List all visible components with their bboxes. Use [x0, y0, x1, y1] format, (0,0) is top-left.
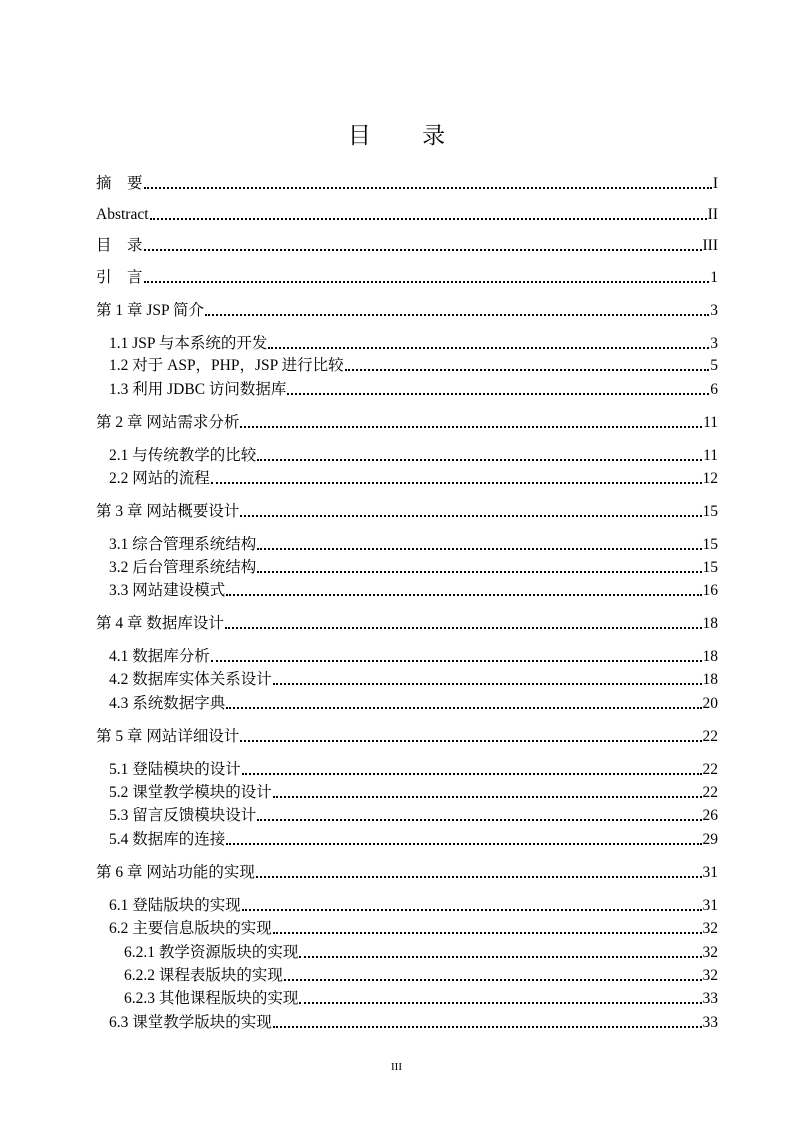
toc-entry-page: 3 [710, 302, 718, 319]
dot-leader [211, 482, 702, 484]
dot-leader [226, 843, 701, 845]
toc-entry-label: 1.2 对于 ASP，PHP，JSP 进行比较 [109, 357, 344, 374]
toc-entry-section-4-3[interactable] [109, 694, 718, 714]
toc-entry-page: 31 [702, 864, 718, 881]
dot-leader [257, 548, 701, 550]
toc-entry-chapter-5[interactable] [96, 727, 718, 747]
toc-entry-page: II [707, 206, 718, 223]
toc-entry-label: 目 录 [96, 237, 143, 254]
dot-leader [242, 773, 702, 775]
toc-entry-abstract-en[interactable] [96, 205, 718, 225]
toc-entry-page: I [712, 175, 718, 192]
toc-entry-page: 22 [702, 784, 718, 801]
toc-entry-page: 1 [710, 269, 718, 286]
dot-leader [284, 979, 702, 981]
toc-entry-subsection-6-2-1[interactable] [124, 943, 718, 963]
toc-entry-label: 2.1 与传统教学的比较 [109, 447, 257, 464]
dot-leader [273, 932, 702, 934]
dot-leader [144, 249, 702, 251]
toc-entry-label: 第 2 章 网站需求分析 [96, 414, 240, 431]
toc-entry-page: 5 [710, 357, 718, 374]
toc-entry-label: 6.2.3 其他课程版块的实现 [124, 990, 299, 1007]
dot-leader [150, 218, 707, 220]
toc-entry-section-5-3[interactable] [109, 806, 718, 826]
toc-entry-section-6-3[interactable] [109, 1013, 718, 1033]
toc-entry-label: 第 6 章 网站功能的实现 [96, 864, 255, 881]
toc-entry-label: 5.2 课堂教学模块的设计 [109, 784, 272, 801]
dot-leader [268, 347, 709, 349]
toc-entry-page: 16 [702, 582, 718, 599]
toc-entry-page: 6 [710, 381, 718, 398]
page-title: 目 录 [347, 123, 468, 149]
toc-entry-subsection-6-2-3[interactable] [124, 989, 718, 1009]
toc-entry-subsection-6-2-2[interactable] [124, 966, 718, 986]
toc-entry-page: 32 [702, 920, 718, 937]
toc-entry-page: 33 [702, 990, 718, 1007]
toc-entry-section-4-2[interactable] [109, 670, 718, 690]
dot-leader [299, 956, 701, 958]
toc-entry-section-3-1[interactable] [109, 535, 718, 555]
toc-entry-page: 18 [702, 671, 718, 688]
page-number-footer: III [391, 1061, 402, 1073]
toc-entry-label: 4.2 数据库实体关系设计 [109, 671, 272, 688]
toc-entry-page: 15 [702, 503, 718, 520]
dot-leader [257, 571, 701, 573]
toc-entry-page: 15 [702, 536, 718, 553]
dot-leader [144, 187, 712, 189]
toc-entry-section-2-1[interactable] [109, 446, 718, 466]
dot-leader [240, 515, 701, 517]
toc-entry-chapter-6[interactable] [96, 863, 718, 883]
dot-leader [144, 281, 710, 283]
dot-leader [226, 594, 701, 596]
toc-entry-page: 20 [702, 695, 718, 712]
toc-entry-chapter-1[interactable] [96, 301, 718, 321]
dot-leader [287, 393, 709, 395]
toc-entry-contents[interactable] [96, 236, 718, 256]
dot-leader [240, 740, 701, 742]
toc-entry-abstract-cn[interactable] [96, 174, 718, 194]
toc-entry-page: 3 [710, 335, 718, 352]
toc-entry-page: 12 [702, 470, 718, 487]
toc-entry-intro[interactable] [96, 268, 718, 288]
dot-leader [226, 707, 701, 709]
toc-entry-label: 6.2 主要信息版块的实现 [109, 920, 272, 937]
toc-entry-page: 15 [702, 559, 718, 576]
toc-entry-section-5-1[interactable] [109, 760, 718, 780]
toc-entry-page: 18 [702, 615, 718, 632]
toc-entry-page: 32 [702, 967, 718, 984]
toc-entry-page: 32 [702, 944, 718, 961]
toc-entry-section-4-1[interactable] [109, 647, 718, 667]
toc-entry-section-6-1[interactable] [109, 896, 718, 916]
toc-entry-page: 11 [703, 447, 718, 464]
toc-entry-label: 1.1 JSP 与本系统的开发 [109, 335, 268, 352]
toc-entry-chapter-4[interactable] [96, 614, 718, 634]
dot-leader [273, 683, 702, 685]
toc-entry-label: 第 5 章 网站详细设计 [96, 728, 240, 745]
toc-entry-section-3-3[interactable] [109, 581, 718, 601]
toc-entry-page: 18 [702, 648, 718, 665]
toc-entry-label: 3.2 后台管理系统结构 [109, 559, 257, 576]
toc-entry-chapter-3[interactable] [96, 502, 718, 522]
toc-entry-page: 26 [702, 807, 718, 824]
toc-entry-section-6-2[interactable] [109, 919, 718, 939]
toc-entry-label: 3.3 网站建设模式 [109, 582, 226, 599]
toc-entry-label: 5.1 登陆模块的设计 [109, 761, 241, 778]
toc-entry-label: 3.1 综合管理系统结构 [109, 536, 257, 553]
toc-entry-section-2-2[interactable] [109, 469, 718, 489]
dot-leader [257, 819, 701, 821]
toc-entry-section-5-4[interactable] [109, 830, 718, 850]
toc-entry-label: Abstract [96, 206, 149, 223]
dot-leader [256, 876, 702, 878]
toc-entry-label: 2.2 网站的流程 [109, 470, 210, 487]
toc-entry-page: III [702, 237, 718, 254]
toc-entry-label: 第 1 章 JSP 简介 [96, 302, 204, 319]
dot-leader [299, 1002, 701, 1004]
toc-entry-label: 6.2.2 课程表版块的实现 [124, 967, 283, 984]
toc-entry-label: 摘 要 [96, 175, 143, 192]
toc-entry-page: 11 [703, 414, 718, 431]
toc-entry-label: 第 3 章 网站概要设计 [96, 503, 240, 520]
dot-leader [257, 459, 702, 461]
toc-entry-chapter-2[interactable] [96, 413, 718, 433]
dot-leader [273, 796, 702, 798]
toc-entry-page: 22 [702, 728, 718, 745]
toc-entry-label: 6.2.1 教学资源版块的实现 [124, 944, 299, 961]
toc-entry-section-3-2[interactable] [109, 558, 718, 578]
toc-entry-section-1-2[interactable] [109, 356, 718, 376]
toc-entry-page: 29 [702, 831, 718, 848]
toc-entry-label: 5.4 数据库的连接 [109, 831, 226, 848]
toc-entry-label: 6.3 课堂教学版块的实现 [109, 1014, 272, 1031]
dot-leader [240, 426, 702, 428]
dot-leader [345, 369, 710, 371]
dot-leader [225, 627, 702, 629]
toc-entry-label: 4.1 数据库分析 [109, 648, 210, 665]
dot-leader [242, 909, 702, 911]
toc-entry-page: 33 [702, 1014, 718, 1031]
toc-entry-section-5-2[interactable] [109, 783, 718, 803]
toc-entry-section-1-3[interactable] [109, 380, 718, 400]
dot-leader [211, 660, 702, 662]
toc-entry-label: 5.3 留言反馈模块设计 [109, 807, 257, 824]
toc-entry-label: 引 言 [96, 269, 143, 286]
toc-entry-section-1-1[interactable] [109, 334, 718, 354]
dot-leader [205, 314, 709, 316]
dot-leader [273, 1026, 702, 1028]
toc-entry-label: 4.3 系统数据字典 [109, 695, 226, 712]
toc-entry-page: 31 [702, 897, 718, 914]
toc-entry-page: 22 [702, 761, 718, 778]
toc-entry-label: 6.1 登陆版块的实现 [109, 897, 241, 914]
toc-entry-label: 1.3 利用 JDBC 访问数据库 [109, 381, 287, 398]
toc-entry-label: 第 4 章 数据库设计 [96, 615, 224, 632]
